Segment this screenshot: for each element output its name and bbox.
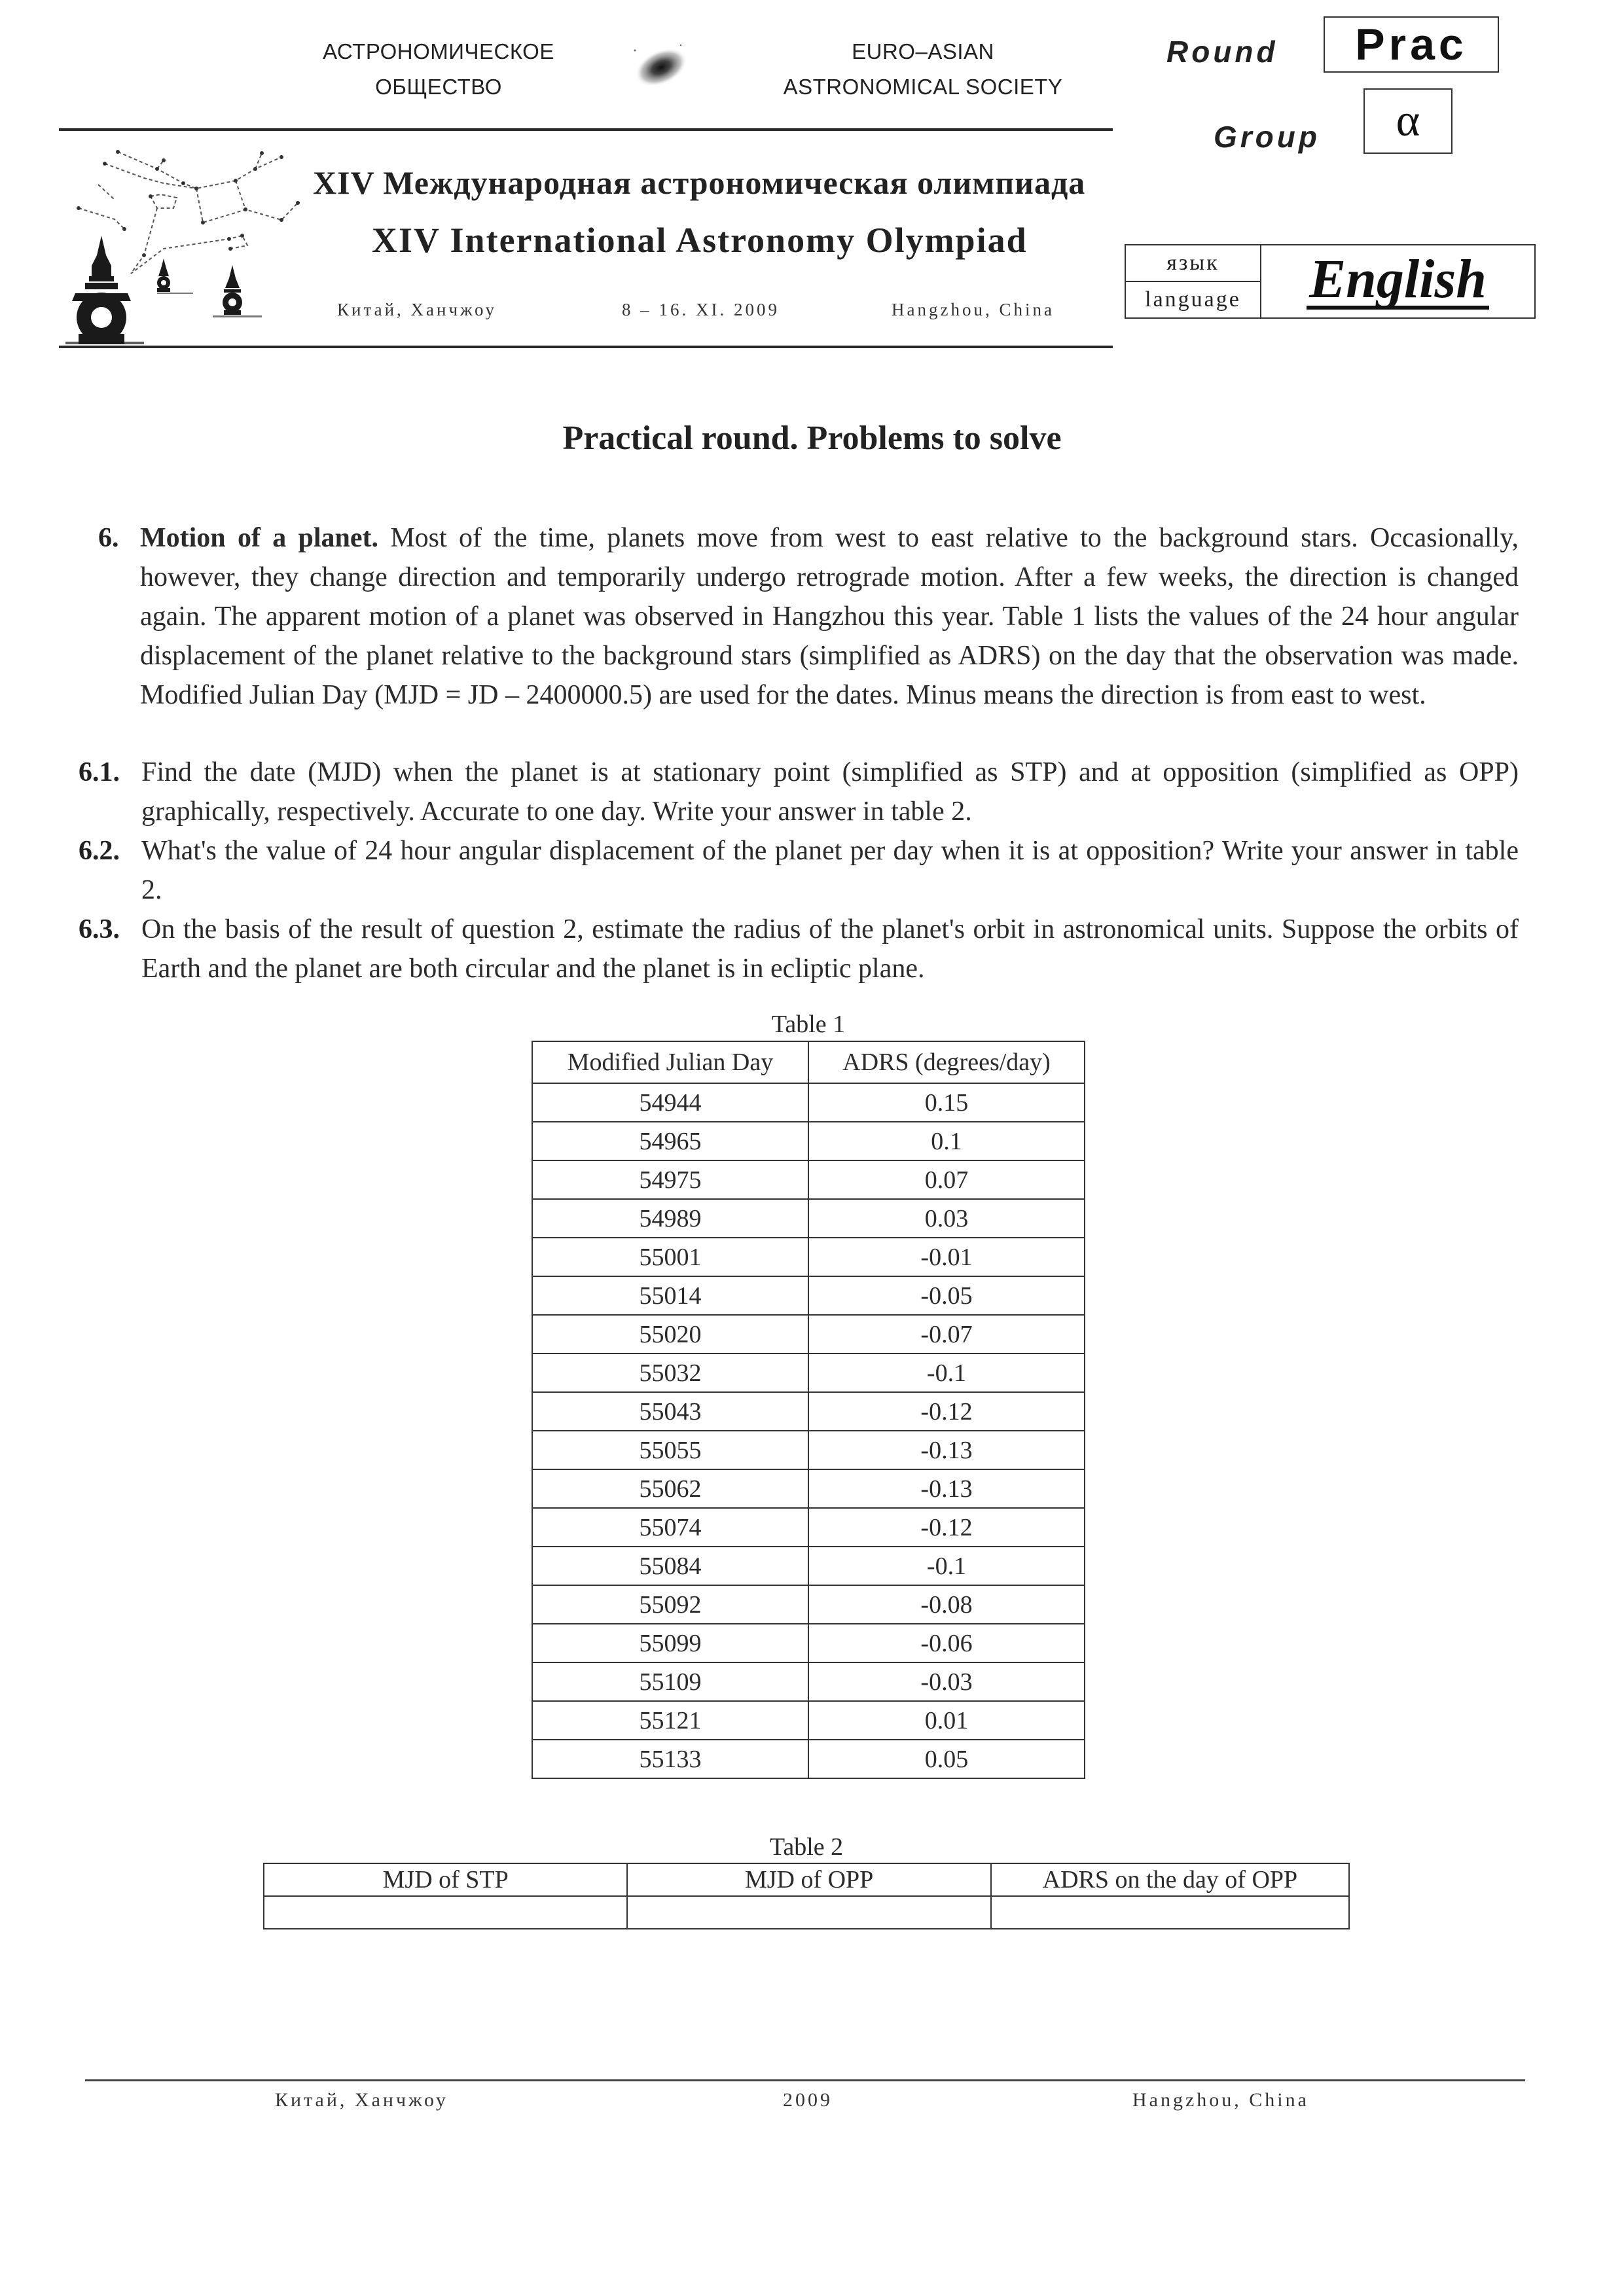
- table1-row: [532, 1431, 1085, 1469]
- question-text: What's the value of 24 hour angular displacement of the planet per day when it is at opposition? Write your answer in table 2.: [141, 836, 1519, 905]
- mjd-cell: 55133: [532, 1740, 808, 1778]
- society-en-line2: ASTRONOMICAL SOCIETY: [783, 75, 1063, 99]
- place-ru: Китай, Ханчжоу: [337, 300, 497, 319]
- language-box: [1125, 244, 1536, 319]
- mjd-cell: 55062: [532, 1469, 808, 1508]
- round-value-box: [1324, 16, 1499, 73]
- mjd-cell: 55032: [532, 1354, 808, 1392]
- table1-row: [532, 1122, 1085, 1160]
- problem-title: Motion of a planet.: [140, 523, 379, 553]
- footer-place-ru: Китай, Ханчжоу: [275, 2089, 448, 2111]
- table1-row: [532, 1508, 1085, 1547]
- round-label: Round: [1166, 35, 1278, 69]
- table1-row: [532, 1083, 1085, 1122]
- society-name-ru: [281, 34, 596, 105]
- adrs-cell: -0.12: [808, 1508, 1085, 1547]
- mjd-cell: 54975: [532, 1160, 808, 1199]
- olympiad-title-en: XIV International Astronomy Olympiad: [372, 221, 1028, 260]
- group-value-box: [1363, 88, 1453, 154]
- answer-adrs-opp-field[interactable]: [991, 1896, 1349, 1929]
- pagoda-constellation-icon: [65, 137, 314, 347]
- table1-row: [532, 1547, 1085, 1585]
- table1-row: [532, 1199, 1085, 1238]
- table2-header-opp: MJD of OPP: [627, 1863, 990, 1896]
- table1-header-adrs: ADRS (degrees/day): [808, 1041, 1085, 1083]
- mjd-cell: 55055: [532, 1431, 808, 1469]
- language-label-cell: [1126, 245, 1261, 317]
- problem-number: 6.: [98, 523, 119, 553]
- table1-row: [532, 1276, 1085, 1315]
- olympiad-dates: 8 – 16. XI. 2009: [622, 300, 780, 319]
- place-en: Hangzhou, China: [892, 300, 1055, 319]
- adrs-cell: 0.03: [808, 1199, 1085, 1238]
- table1-row: [532, 1238, 1085, 1276]
- adrs-cell: -0.01: [808, 1238, 1085, 1276]
- page-title: Practical round. Problems to solve: [562, 420, 1062, 457]
- mjd-cell: 55121: [532, 1701, 808, 1740]
- problem-text: Most of the time, planets move from west to east relative to the background stars. Occasionally, however, they change direction and temporarily undergo retrograde motion. After a few weeks, the direction is changed again. The apparent motion of a planet was observed in Hangzhou this year. Table 1 lists the values of the 24 hour angular displacement of the planet relative to the background stars (simplified as ADRS) on the day that the observation was made. Modified Julian Day (MJD = JD – 2400000.5) are used for the dates. Minus means the direction is from east to west.: [140, 523, 1519, 710]
- footer-year: 2009: [783, 2089, 833, 2111]
- problem-statement: [98, 518, 1519, 715]
- table1-row: [532, 1624, 1085, 1662]
- mjd-cell: 54965: [532, 1122, 808, 1160]
- adrs-cell: 0.07: [808, 1160, 1085, 1199]
- olympiad-title-ru: XIV Международная астрономическая олимпиада: [313, 164, 1086, 201]
- answer-mjd-opp-field[interactable]: [627, 1896, 990, 1929]
- society-en-line1: EURO–ASIAN: [852, 39, 994, 63]
- group-value: α: [1396, 96, 1420, 146]
- mjd-cell: 55014: [532, 1276, 808, 1315]
- question-6-1: [79, 753, 1519, 831]
- table2: [263, 1863, 1350, 1929]
- adrs-cell: -0.13: [808, 1431, 1085, 1469]
- question-number: 6.2.: [79, 836, 120, 866]
- mjd-cell: 55109: [532, 1662, 808, 1701]
- society-name-en: [740, 34, 1106, 105]
- question-number: 6.1.: [79, 757, 120, 787]
- table2-header-row: [264, 1863, 1349, 1896]
- question-text: Find the date (MJD) when the planet is at stationary point (simplified as STP) and at opposition (simplified as OPP) graphically, respectively. Accurate to one day. Write your answer in table 2.: [141, 757, 1519, 827]
- adrs-cell: 0.05: [808, 1740, 1085, 1778]
- group-label: Group: [1214, 120, 1320, 154]
- adrs-cell: -0.12: [808, 1392, 1085, 1431]
- table1-caption: Table 1: [771, 1011, 846, 1038]
- society-ru-line1: АСТРОНОМИЧЕСКОЕ: [323, 39, 554, 63]
- mjd-cell: 55074: [532, 1508, 808, 1547]
- adrs-cell: 0.15: [808, 1083, 1085, 1122]
- adrs-cell: -0.08: [808, 1585, 1085, 1624]
- table1-row: [532, 1160, 1085, 1199]
- mjd-cell: 55092: [532, 1585, 808, 1624]
- adrs-cell: -0.07: [808, 1315, 1085, 1354]
- mjd-cell: 55020: [532, 1315, 808, 1354]
- adrs-cell: 0.1: [808, 1122, 1085, 1160]
- table1-row: [532, 1701, 1085, 1740]
- question-number: 6.3.: [79, 914, 120, 944]
- table1: [532, 1041, 1085, 1779]
- table1-row: [532, 1315, 1085, 1354]
- table1-row: [532, 1469, 1085, 1508]
- adrs-cell: -0.05: [808, 1276, 1085, 1315]
- table2-caption: Table 2: [769, 1833, 844, 1861]
- mjd-cell: 54989: [532, 1199, 808, 1238]
- table1-row: [532, 1662, 1085, 1701]
- mjd-cell: 55001: [532, 1238, 808, 1276]
- adrs-cell: -0.03: [808, 1662, 1085, 1701]
- adrs-cell: -0.06: [808, 1624, 1085, 1662]
- table2-answer-row: [264, 1896, 1349, 1929]
- table1-row: [532, 1354, 1085, 1392]
- footer-place-en: Hangzhou, China: [1132, 2089, 1309, 2111]
- language-value-cell: [1261, 245, 1534, 317]
- table1-row: [532, 1740, 1085, 1778]
- question-text: On the basis of the result of question 2, estimate the radius of the planet's orbit in astronomical units. Suppose the orbits of Earth and the planet are both circular and the planet is in ecliptic plane.: [141, 914, 1519, 984]
- table1-header-row: [532, 1041, 1085, 1083]
- adrs-cell: -0.1: [808, 1354, 1085, 1392]
- mjd-cell: 54944: [532, 1083, 808, 1122]
- society-ru-line2: ОБЩЕСТВО: [375, 75, 502, 99]
- round-value: Prac: [1355, 20, 1468, 69]
- table1-row: [532, 1585, 1085, 1624]
- mjd-cell: 55043: [532, 1392, 808, 1431]
- mjd-cell: 55099: [532, 1624, 808, 1662]
- language-label-en: language: [1145, 287, 1241, 312]
- table2-header-stp: MJD of STP: [264, 1863, 627, 1896]
- mjd-cell: 55084: [532, 1547, 808, 1585]
- answer-mjd-stp-field[interactable]: [264, 1896, 627, 1929]
- adrs-cell: -0.1: [808, 1547, 1085, 1585]
- language-label-ru: язык: [1126, 245, 1260, 282]
- galaxy-icon: [622, 36, 700, 95]
- table1-header-mjd: Modified Julian Day: [532, 1041, 808, 1083]
- table2-header-adrs-opp: ADRS on the day of OPP: [991, 1863, 1349, 1896]
- question-6-3: [79, 910, 1519, 988]
- header-top-rule: [59, 128, 1113, 131]
- header-bottom-rule: [59, 346, 1113, 348]
- adrs-cell: -0.13: [808, 1469, 1085, 1508]
- adrs-cell: 0.01: [808, 1701, 1085, 1740]
- footer-rule: [85, 2079, 1525, 2081]
- language-value: English: [1307, 253, 1489, 310]
- table1-row: [532, 1392, 1085, 1431]
- question-6-2: [79, 831, 1519, 910]
